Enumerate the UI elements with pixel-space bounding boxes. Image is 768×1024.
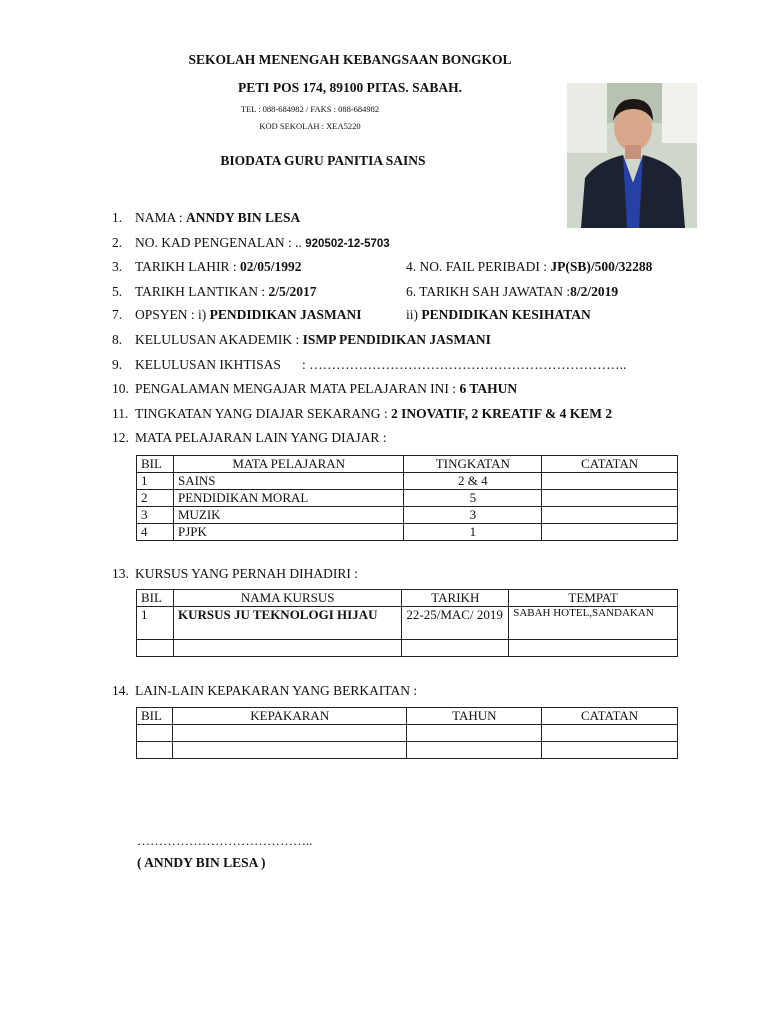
field-label: PENGALAMAN MENGAJAR MATA PELAJARAN INI : — [135, 381, 460, 396]
field-value: 2 INOVATIF, 2 KREATIF & 4 KEM 2 — [391, 406, 613, 421]
field-value: PENDIDIKAN JASMANI — [209, 307, 362, 322]
table-cell — [542, 473, 678, 490]
field-ic-number — [0, 235, 700, 253]
column-header: KEPAKARAN — [172, 708, 407, 725]
field-label: 6. TARIKH SAH JAWATAN : — [406, 284, 571, 299]
column-header: CATATAN — [542, 708, 678, 725]
field-label: MATA PELAJARAN LAIN YANG DIAJAR : — [135, 430, 387, 445]
document-title: BIODATA GURU PANITIA SAINS — [220, 153, 426, 168]
field-birth-date — [0, 259, 700, 277]
field-other-subjects — [0, 430, 700, 448]
table-cell: 2 — [137, 490, 174, 507]
table-row — [137, 725, 678, 742]
field-value: 2/5/2017 — [268, 284, 317, 299]
table-cell — [172, 742, 407, 759]
table-cell — [542, 725, 678, 742]
field-name — [0, 210, 700, 228]
table-cell — [137, 725, 173, 742]
table-cell: PENDIDIKAN MORAL — [173, 490, 403, 507]
table-cell: 3 — [137, 507, 174, 524]
field-value: 6 TAHUN — [459, 381, 518, 396]
school-code: KOD SEKOLAH : XEA5220 — [259, 121, 361, 131]
field-label: NAMA : — [135, 210, 187, 225]
table-cell: 1 — [137, 607, 174, 640]
column-header: NAMA KURSUS — [173, 590, 401, 607]
field-number: 11. — [112, 406, 129, 421]
field-number: 3. — [112, 259, 123, 274]
field-label: ii) — [406, 307, 422, 322]
table-cell — [509, 640, 678, 657]
field-value: PENDIDIKAN KESIHATAN — [421, 307, 591, 322]
column-header: TARIKH — [402, 590, 509, 607]
school-address: PETI POS 174, 89100 PITAS. SABAH. — [237, 80, 463, 95]
column-header: BIL — [137, 456, 174, 473]
table-cell: MUZIK — [173, 507, 403, 524]
table-cell — [407, 725, 542, 742]
column-header: BIL — [137, 708, 173, 725]
field-label: 4. NO. FAIL PERIBADI : — [406, 259, 551, 274]
table-cell: SABAH HOTEL,SANDAKAN — [509, 607, 678, 640]
column-header: CATATAN — [542, 456, 678, 473]
field-number: 5. — [112, 284, 123, 299]
column-header: TAHUN — [407, 708, 542, 725]
field-number: 13. — [112, 566, 129, 581]
signature-name: ( ANNDY BIN LESA ) — [137, 855, 266, 870]
table-cell: 3 — [404, 507, 542, 524]
table-row — [137, 524, 678, 541]
table-cell: SAINS — [173, 473, 403, 490]
signature-line: ………………………………….. — [137, 833, 313, 848]
field-appointment-date — [0, 284, 700, 302]
table-cell: 2 & 4 — [404, 473, 542, 490]
field-value: 8/2/2019 — [570, 284, 619, 299]
field-label: NO. KAD PENGENALAN : .. — [135, 235, 306, 250]
field-label: TINGKATAN YANG DIAJAR SEKARANG : — [135, 406, 392, 421]
expertise-table — [136, 707, 678, 759]
field-label: LAIN-LAIN KEPAKARAN YANG BERKAITAN : — [135, 683, 418, 698]
field-courses — [0, 566, 700, 584]
field-number: 10. — [112, 381, 129, 396]
table-cell: 4 — [137, 524, 174, 541]
field-forms-taught — [0, 406, 700, 424]
courses-table — [136, 589, 678, 657]
table-cell — [172, 725, 407, 742]
field-academic — [0, 332, 700, 350]
table-cell — [137, 640, 174, 657]
field-option — [0, 307, 700, 325]
table-cell — [137, 742, 173, 759]
column-header: BIL — [137, 590, 174, 607]
table-cell — [542, 742, 678, 759]
field-label: KELULUSAN IKHTISAS — [135, 357, 281, 372]
teacher-portrait-photo — [567, 83, 697, 228]
table-row — [137, 507, 678, 524]
table-header-row — [137, 708, 678, 725]
column-header: TEMPAT — [509, 590, 678, 607]
field-professional — [0, 357, 700, 375]
field-value: ANNDY BIN LESA — [186, 210, 301, 225]
field-value: 02/05/1992 — [240, 259, 302, 274]
table-row — [137, 640, 678, 657]
table-row — [137, 742, 678, 759]
field-number: 2. — [112, 235, 123, 250]
table-row — [137, 607, 678, 640]
field-number: 9. — [112, 357, 123, 372]
field-number: 1. — [112, 210, 123, 225]
field-label: TARIKH LAHIR : — [135, 259, 241, 274]
table-row — [137, 490, 678, 507]
table-cell: KURSUS JU TEKNOLOGI HIJAU — [173, 607, 401, 640]
field-number: 7. — [112, 307, 123, 322]
field-label: KURSUS YANG PERNAH DIHADIRI : — [135, 566, 359, 581]
school-contact: TEL : 088-684982 / FAKS : 088-684982 — [240, 104, 380, 114]
table-cell: PJPK — [173, 524, 403, 541]
field-label: TARIKH LANTIKAN : — [135, 284, 269, 299]
school-name: SEKOLAH MENENGAH KEBANGSAAN BONGKOL — [188, 52, 512, 67]
field-number: 14. — [112, 683, 129, 698]
field-value: ISMP PENDIDIKAN JASMANI — [302, 332, 491, 347]
field-value: JP(SB)/500/32288 — [550, 259, 653, 274]
field-value: 920502-12-5703 — [305, 238, 390, 250]
table-cell — [402, 640, 509, 657]
table-cell — [542, 507, 678, 524]
field-expertise — [0, 683, 700, 701]
field-experience — [0, 381, 700, 399]
subjects-table — [136, 455, 678, 541]
field-label: OPSYEN : i) — [135, 307, 210, 322]
field-number: 12. — [112, 430, 129, 445]
table-cell: 22-25/MAC/ 2019 — [402, 607, 509, 640]
field-value: : …………………………………………………………….. — [302, 357, 627, 372]
table-header-row — [137, 590, 678, 607]
table-cell: 5 — [404, 490, 542, 507]
table-cell — [542, 490, 678, 507]
column-header: TINGKATAN — [404, 456, 542, 473]
table-cell: 1 — [404, 524, 542, 541]
field-number: 8. — [112, 332, 123, 347]
field-label: KELULUSAN AKADEMIK : — [135, 332, 303, 347]
table-cell — [407, 742, 542, 759]
table-row — [137, 473, 678, 490]
table-cell: 1 — [137, 473, 174, 490]
column-header: MATA PELAJARAN — [173, 456, 403, 473]
table-cell — [542, 524, 678, 541]
table-header-row — [137, 456, 678, 473]
table-cell — [173, 640, 401, 657]
